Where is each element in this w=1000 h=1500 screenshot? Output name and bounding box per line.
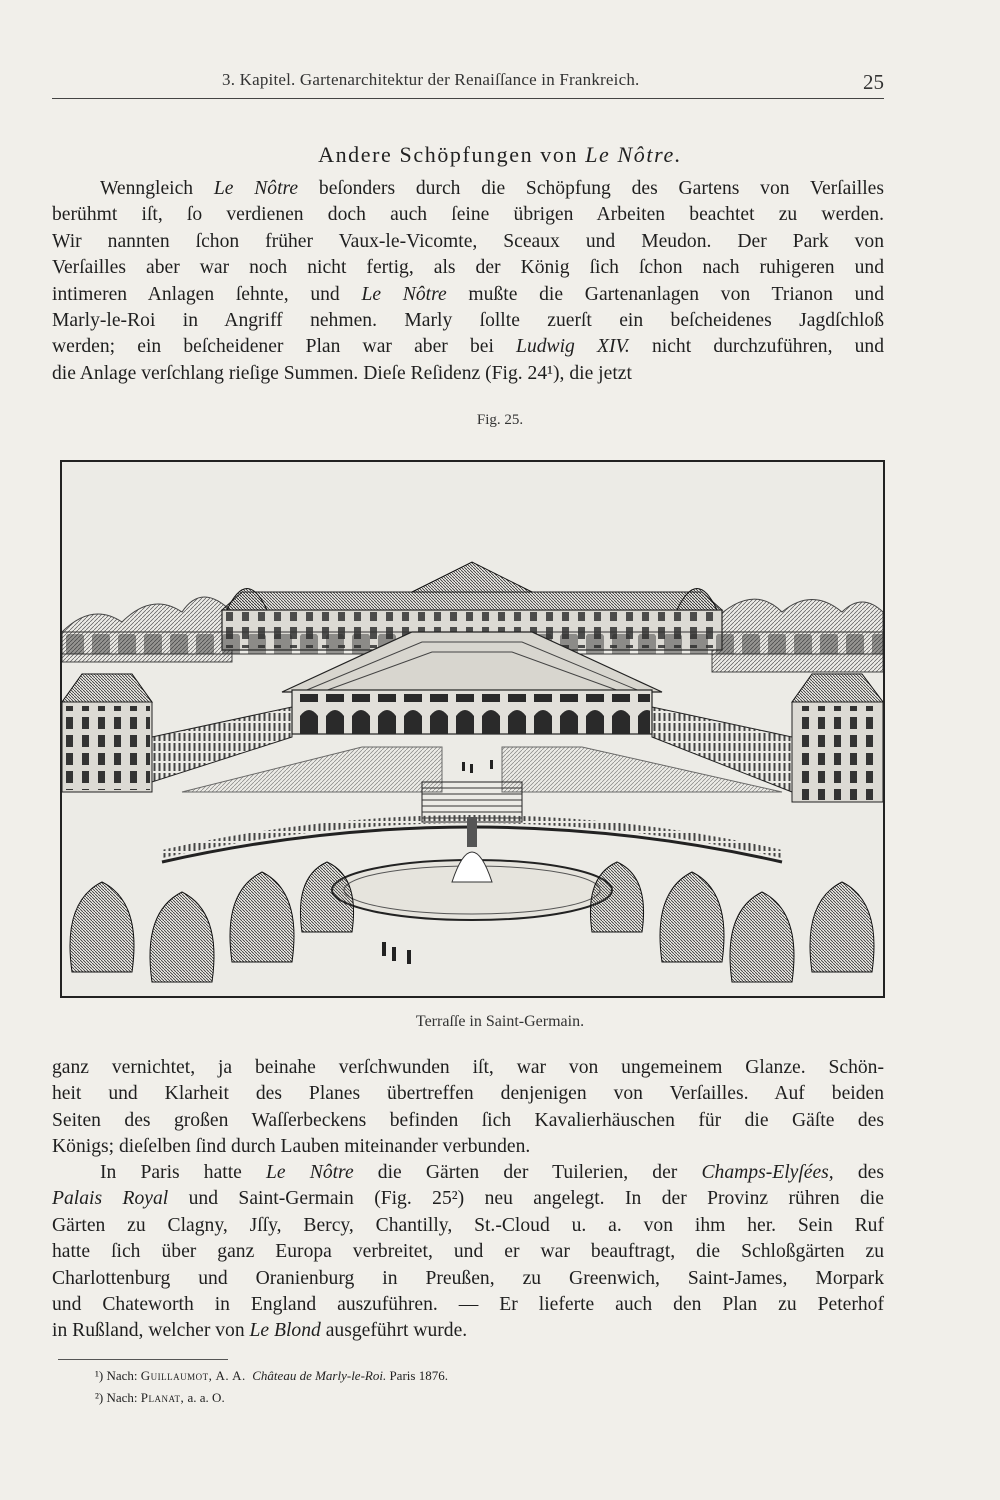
section-heading-name: Le Nôtre.	[585, 142, 682, 167]
text-run: hatte ſich über ganz Europa verbreitet, und er war beauftragt, die Schloßgärten zu	[52, 1241, 884, 1263]
text-run: nicht durchzuführen, und	[629, 336, 885, 358]
text-run: In Paris hatte	[100, 1162, 267, 1183]
text-line	[52, 202, 884, 228]
text-run: Seiten des großen Waſſerbeckens befinden ſich Kavalierhäuschen für die Gäſte des	[52, 1109, 884, 1131]
footnote-2-rest: a. a. O.	[184, 1390, 225, 1405]
text-run: Charlottenburg und Oranienburg in Preußen, zu Greenwich, Saint-James, Morpark	[52, 1267, 884, 1289]
paragraph-1	[52, 176, 884, 387]
paragraph-3	[52, 1160, 884, 1345]
text-run: ganz vernichtet, ja beinahe verſchwunden iſt, war von ungemeinem Glanze. Schön-	[52, 1057, 884, 1078]
footnote-2	[95, 1390, 225, 1406]
text-line	[52, 1108, 884, 1134]
text-run: Verſailles aber war noch nicht fertig, als der König ſich ſchon nach ruhigeren und	[52, 257, 884, 279]
figure-engraving	[60, 460, 885, 998]
footnote-rule	[58, 1359, 228, 1360]
text-line	[52, 308, 884, 334]
text-run: und Saint-Germain (Fig. 25²) neu angelegt. In der Provinz rühren die	[168, 1188, 884, 1210]
text-run: die Anlage verſchlang rieſige Summen. Dieſe Reſidenz (Fig. 24¹), die jetzt	[52, 362, 632, 384]
pavilion-right	[792, 674, 883, 802]
footnote-1-title: Château de Marly-le-Roi.	[252, 1368, 387, 1383]
text-run: Wenngleich	[100, 178, 214, 199]
footnote-2-mark: ²) Nach:	[95, 1390, 141, 1405]
footnote-1-mark: ¹) Nach:	[95, 1368, 141, 1383]
text-run: beſonders durch die Schöpfung des Gartens von Verſailles	[298, 178, 884, 199]
footnote-1-author: Guillaumot, A. A.	[140, 1368, 246, 1383]
text-run: Marly-le-Roi in Angriff nehmen. Marly ſollte zuerſt ein beſcheidenes Jagdſchloß	[52, 309, 884, 331]
text-line	[52, 282, 884, 308]
footnote-1-place: Paris 1876.	[386, 1368, 448, 1383]
text-line	[52, 1134, 884, 1160]
text-line	[52, 1186, 884, 1212]
footnote-1	[95, 1368, 448, 1384]
text-line	[52, 334, 884, 360]
text-run: Königs; dieſelben ſind durch Lauben miteinander verbunden.	[52, 1136, 531, 1158]
text-run: ausgeführt wurde.	[320, 1320, 468, 1342]
pavilion-left	[62, 674, 152, 792]
text-run: mußte die Gartenanlagen von Trianon und	[446, 283, 884, 305]
text-line	[52, 1055, 884, 1081]
text-run: intimeren Anlagen ſehnte, und	[52, 283, 362, 305]
text-line	[52, 1213, 884, 1239]
text-run: Gärten zu Clagny, Jſſy, Bercy, Chantilly, St.-Cloud u. a. von ihm her. Sein Ruf	[52, 1214, 884, 1236]
running-title: 3. Kapitel. Gartenarchitektur der Renaiſſance in Frankreich.	[222, 70, 640, 89]
text-line	[52, 255, 884, 281]
text-line	[52, 1160, 884, 1186]
text-line	[52, 229, 884, 255]
text-line	[52, 1266, 884, 1292]
text-line	[52, 1239, 884, 1265]
figure-caption: Terraſſe in Saint-Germain.	[415, 1013, 585, 1030]
paragraph-2	[52, 1055, 884, 1161]
text-run: Le Nôtre	[361, 283, 447, 305]
text-run: und Chateworth in England auszuführen. — Er lieferte auch den Plan zu Peterhof	[52, 1293, 884, 1315]
text-run: Le Blond	[249, 1320, 321, 1342]
text-line	[52, 1318, 884, 1344]
page-number: 25	[863, 70, 884, 94]
text-run: die Gärten der Tuilerien, der	[353, 1162, 702, 1183]
text-run: heit und Klarheit des Planes übertreffen denjenigen von Verſailles. Auf beiden	[52, 1083, 884, 1105]
text-line	[52, 176, 884, 202]
section-heading-prefix: Andere Schöpfungen von	[318, 142, 586, 167]
text-run: Ludwig XIV.	[516, 336, 630, 358]
engraving-illustration	[62, 462, 883, 996]
text-run: in Rußland, welcher von	[52, 1320, 250, 1342]
text-run: werden; ein beſcheidener Plan war aber bei	[52, 336, 517, 358]
footnote-2-author: Planat,	[140, 1390, 185, 1405]
figure-label: Fig. 25.	[476, 412, 524, 428]
text-run: Le Nôtre	[213, 178, 299, 199]
text-line	[52, 361, 884, 387]
text-run: Palais Royal	[52, 1188, 169, 1210]
text-run: berühmt iſt, ſo verdienen doch auch ſeine übrigen Arbeiten beachtet zu werden.	[52, 204, 884, 226]
text-line	[52, 1292, 884, 1318]
text-run: Le Nôtre	[266, 1162, 354, 1183]
text-run: des	[833, 1162, 884, 1183]
text-run: Wir nannten ſchon früher Vaux-le-Vicomte, Sceaux und Meudon. Der Park von	[52, 230, 884, 252]
section-heading	[0, 142, 1000, 168]
running-head	[52, 68, 884, 99]
text-run: Champs-Elyſées,	[701, 1162, 834, 1183]
text-line	[52, 1081, 884, 1107]
